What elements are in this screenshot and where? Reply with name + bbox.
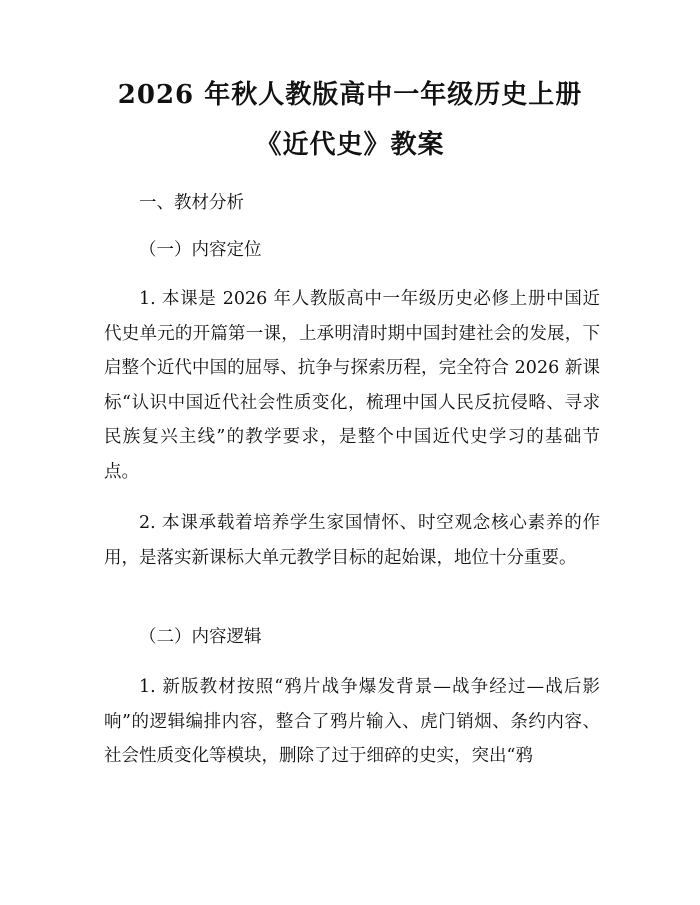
paragraph-content-positioning-2: 2. 本课承载着培养学生家国情怀、时空观念核心素养的作用，是落实新课标大单元教学目标的起始课，地位十分重要。 [104,513,600,568]
paragraph-content-logic-1: 1. 新版教材按照“鸦片战争爆发背景—战争经过—战后影响”的逻辑编排内容，整合了鸦片输入、虎门销烟、条约内容、社会性质变化等模块，删除了过于细碎的史实，突出“鸦 [104,677,600,766]
document-title: 2026 年秋人教版高中一年级历史上册《近代史》教案 [117,80,583,160]
subsection-heading-content-positioning: （一）内容定位 [139,240,262,260]
section-heading-textbook-analysis: 一、教材分析 [139,193,244,213]
subsection-heading-content-logic: （二）内容逻辑 [139,627,262,647]
paragraph-content-positioning-1: 1. 本课是 2026 年人教版高中一年级历史必修上册中国近代史单元的开篇第一课，上承明清时期中国封建社会的发展，下启整个近代中国的屈辱、抗争与探索历程，完全符合 2026 新课标“认识中国近代社会性质变化，梳理中国人民反抗侵略、寻求民族复兴主线”的教学要求，是整个中国近代史学习的基础节点。 [104,289,600,482]
